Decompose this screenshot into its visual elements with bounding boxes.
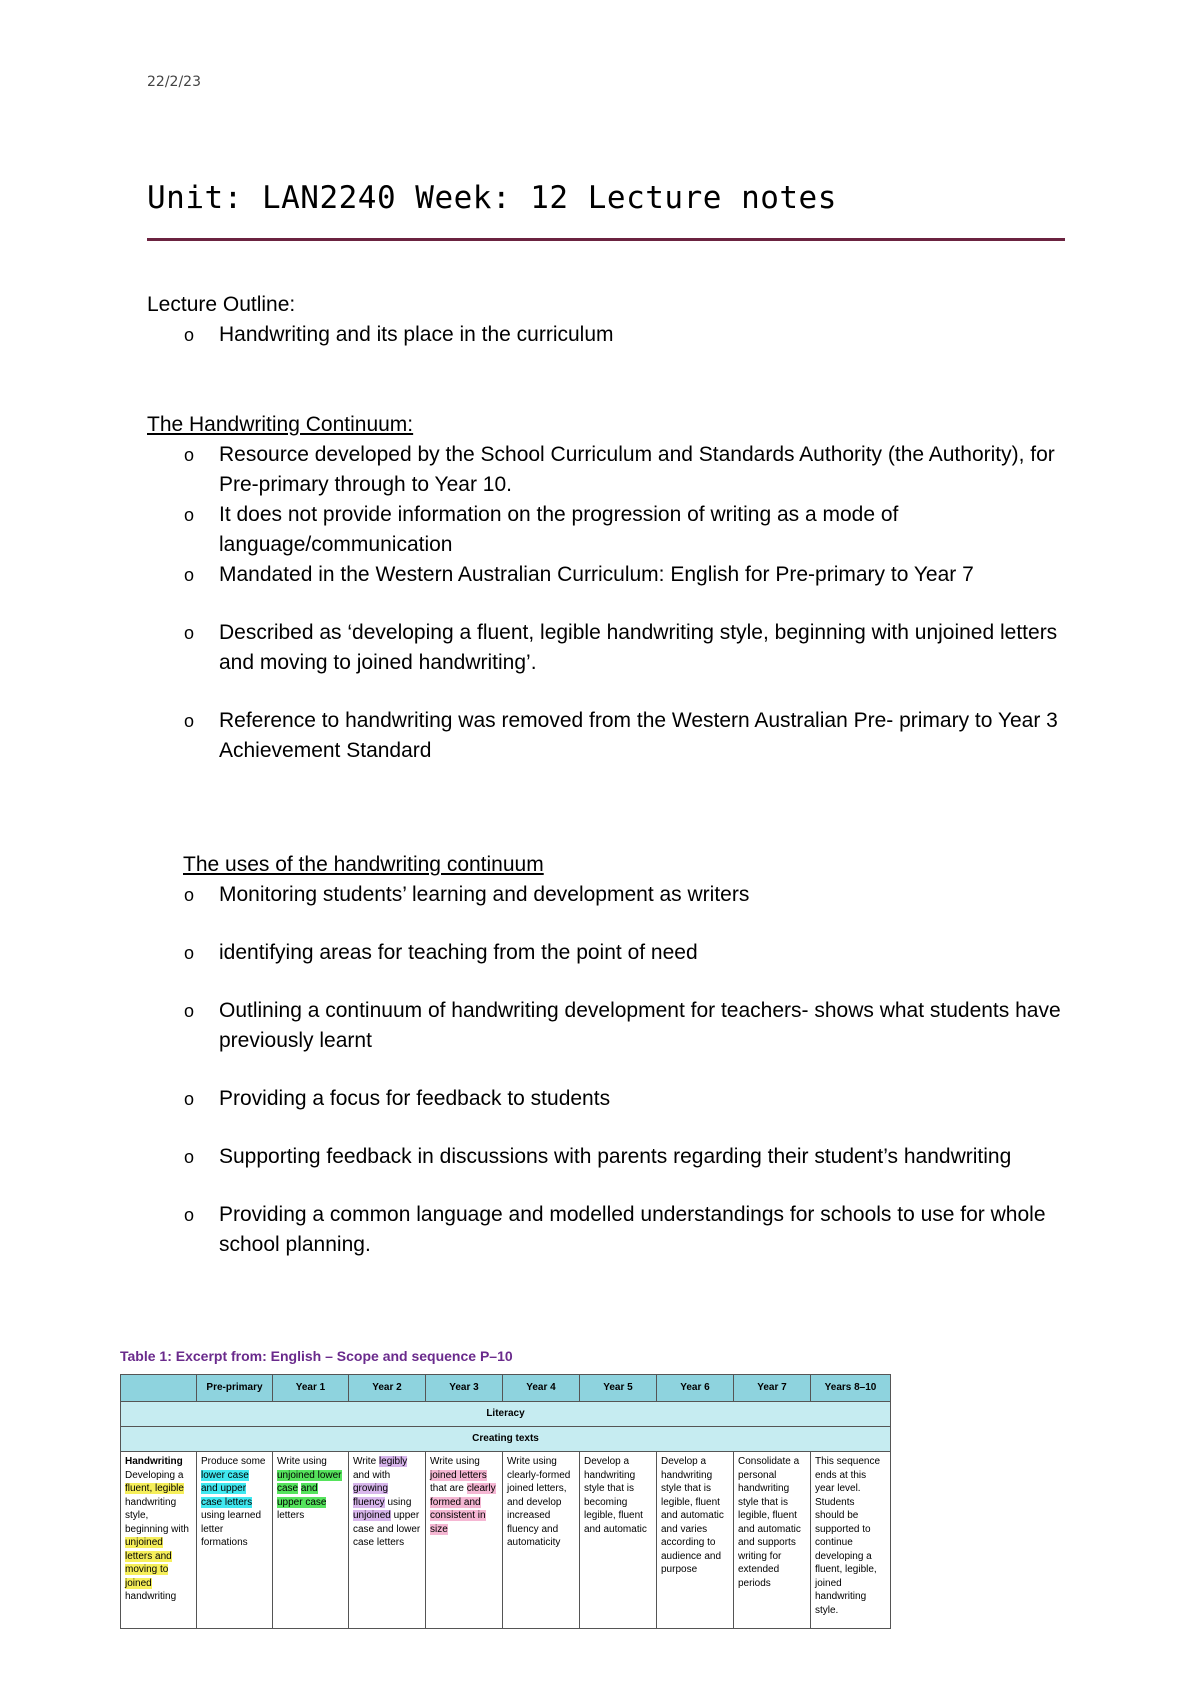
table-band-row (121, 1402, 891, 1427)
table-header-row (121, 1375, 891, 1402)
table-header-cell: Year 7 (734, 1375, 811, 1402)
continuum-heading: The Handwriting Continuum: (147, 413, 414, 436)
table-header-cell: Year 3 (426, 1375, 503, 1402)
bullet-icon: o (184, 711, 195, 731)
outline-list (147, 320, 1067, 350)
table-header-cell: Year 1 (273, 1375, 349, 1402)
table-cell-years8-10: This sequence ends at this year level. Students should be supported to continue developing a fluent, legible, joined handwriting style. (811, 1452, 891, 1629)
band-literacy: Literacy (121, 1402, 891, 1427)
bullet-icon: o (184, 885, 195, 905)
bullet-icon: o (184, 565, 195, 585)
table-cell-year4: Write using clearly-formed joined letters, and develop increased fluency and automaticity (503, 1452, 580, 1629)
list-item: o Supporting feedback in discussions with parents regarding their student’s handwriting (147, 1142, 1067, 1172)
bullet-icon: o (184, 623, 195, 643)
list-item: o Outlining a continuum of handwriting development for teachers- shows what students have previously learnt (147, 996, 1067, 1056)
table-band-row (121, 1427, 891, 1452)
bullet-icon: o (184, 1001, 195, 1021)
list-item: o Resource developed by the School Curriculum and Standards Authority (the Authority), for Pre-primary through to Year 10. (147, 440, 1067, 500)
continuum-list (147, 440, 1067, 766)
table-cell-year1: Write using unjoined lower case and upper case letters (273, 1452, 349, 1629)
notes-body (147, 290, 1067, 1260)
date: 22/2/23 (147, 74, 201, 90)
bullet-icon: o (184, 505, 195, 525)
table-header-cell (121, 1375, 197, 1402)
band-creating-texts: Creating texts (121, 1427, 891, 1452)
list-item: o Mandated in the Western Australian Curriculum: English for Pre-primary to Year 7 (147, 560, 1067, 590)
bullet-icon: o (184, 325, 195, 345)
table-row (121, 1452, 891, 1629)
table-header-cell: Year 4 (503, 1375, 580, 1402)
list-item: o Providing a common language and modelled understandings for schools to use for whole school planning. (147, 1200, 1067, 1260)
bullet-icon: o (184, 1089, 195, 1109)
table-cell-year3: Write using joined letters that are clearly formed and consistent in size (426, 1452, 503, 1629)
bullet-icon: o (184, 445, 195, 465)
outline-heading: Lecture Outline: (147, 293, 296, 316)
list-item: o Monitoring students’ learning and development as writers (147, 880, 1067, 910)
table-cell-year2: Write legibly and with growing fluency using unjoined upper case and lower case letters (349, 1452, 426, 1629)
table-cell-year5: Develop a handwriting style that is becoming legible, fluent and automatic (580, 1452, 657, 1629)
table-header-cell: Year 6 (657, 1375, 734, 1402)
table-header-cell: Years 8–10 (811, 1375, 891, 1402)
uses-list (147, 880, 1067, 1260)
uses-heading: The uses of the handwriting continuum (183, 853, 544, 876)
list-item: o It does not provide information on the progression of writing as a mode of language/communication (147, 500, 1067, 560)
bullet-icon: o (184, 1205, 195, 1225)
table-header-cell: Year 5 (580, 1375, 657, 1402)
list-item: o Described as ‘developing a fluent, legible handwriting style, beginning with unjoined letters and moving to joined handwriting’. (147, 618, 1067, 678)
list-item: o identifying areas for teaching from the point of need (147, 938, 1067, 968)
list-item: o Reference to handwriting was removed from the Western Australian Pre- primary to Year 3 Achievement Standard (147, 706, 1067, 766)
table-cell-preprimary: Produce some lower case and upper case letters using learned letter formations (197, 1452, 273, 1629)
table-header-cell: Pre-primary (197, 1375, 273, 1402)
bullet-icon: o (184, 943, 195, 963)
table-header-cell: Year 2 (349, 1375, 426, 1402)
list-item: o Providing a focus for feedback to students (147, 1084, 1067, 1114)
table-cell-year6: Develop a handwriting style that is legible, fluent and automatic and varies according to audience and purpose (657, 1452, 734, 1629)
table-caption: Table 1: Excerpt from: English – Scope and sequence P–10 (120, 1348, 513, 1364)
bullet-icon: o (184, 1147, 195, 1167)
row-label-cell: Handwriting Developing a fluent, legible handwriting style, beginning with unjoined letters and moving to joined handwriting (121, 1452, 197, 1629)
table-cell-year7: Consolidate a personal handwriting style that is legible, fluent and automatic and supports writing for extended periods (734, 1452, 811, 1629)
list-item: o Handwriting and its place in the curriculum (147, 320, 1067, 350)
page-title: Unit: LAN2240 Week: 12 Lecture notes (147, 180, 837, 216)
title-rule (147, 238, 1065, 241)
scope-sequence-table (120, 1374, 891, 1629)
